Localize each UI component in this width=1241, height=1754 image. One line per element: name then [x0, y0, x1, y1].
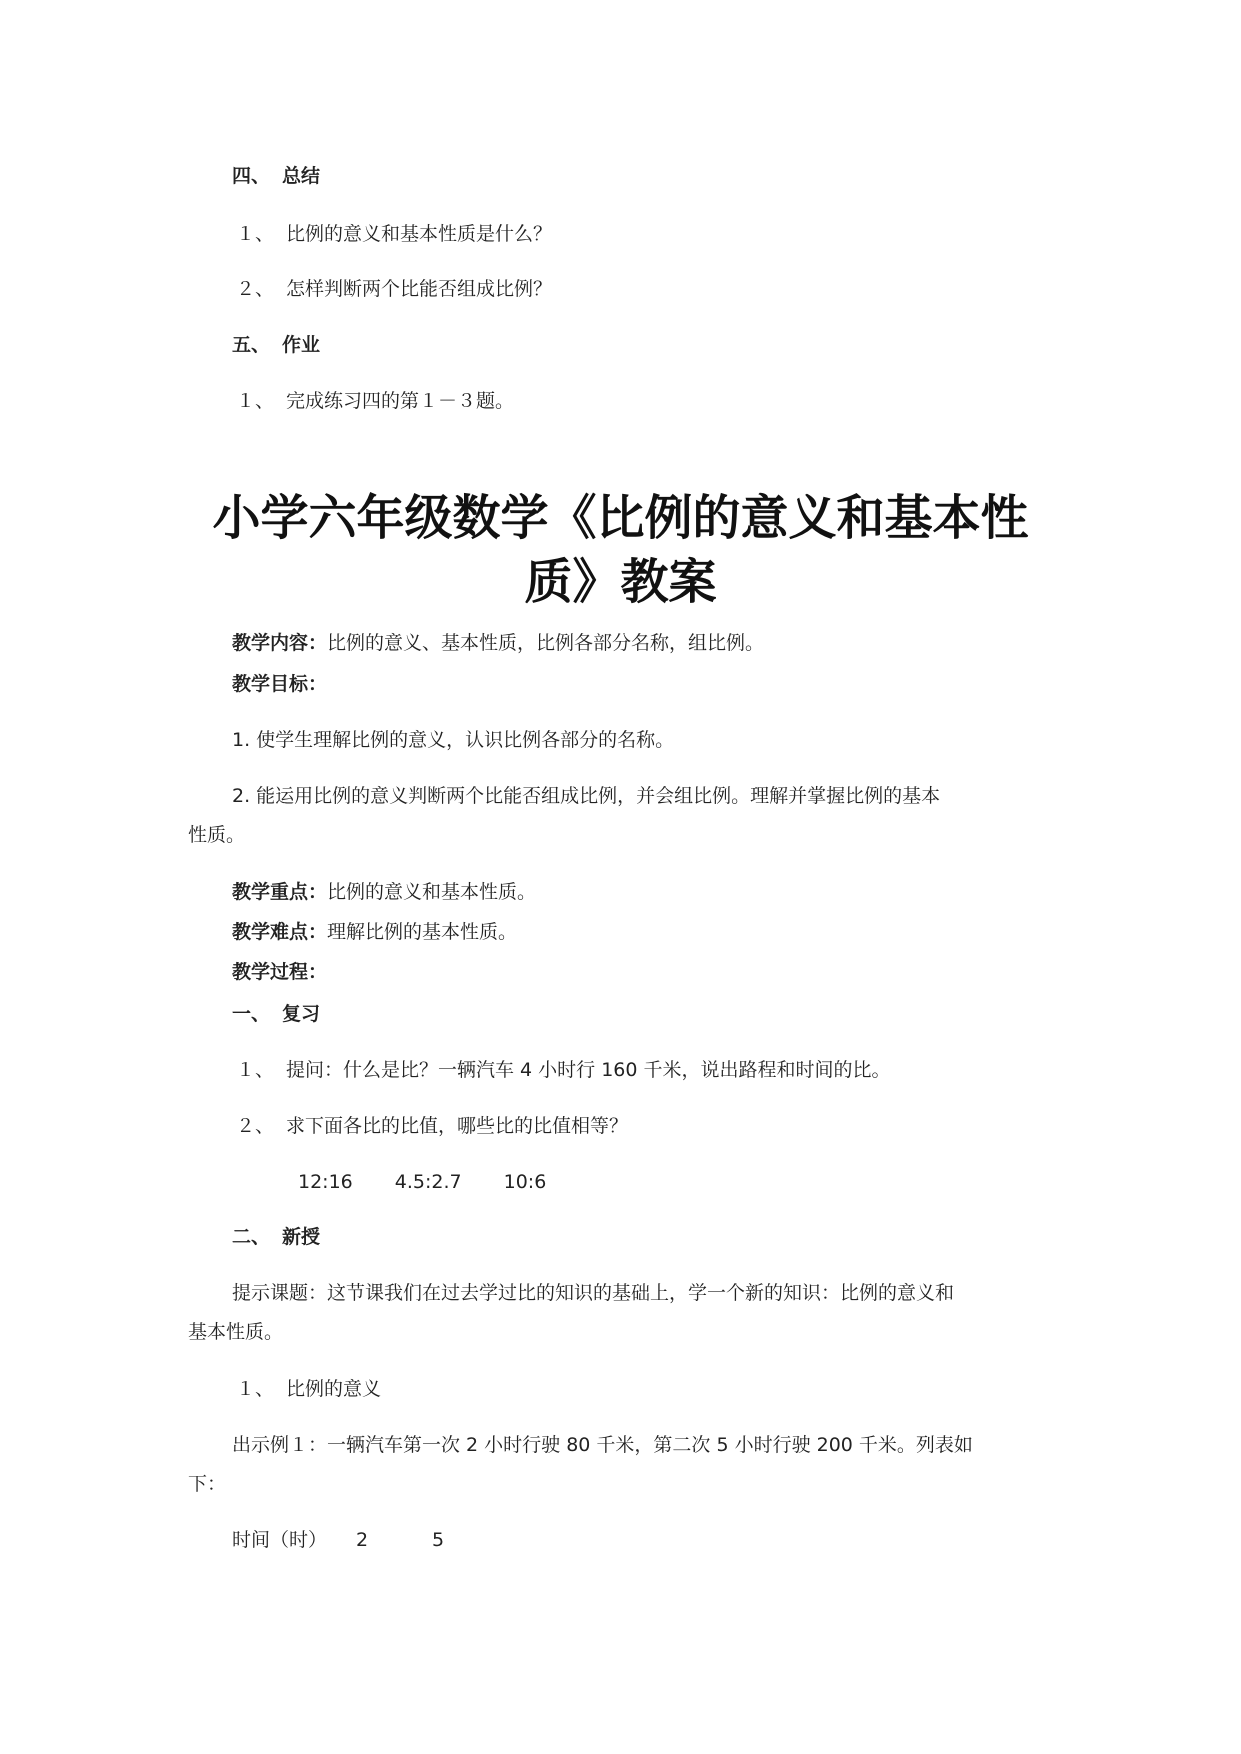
item-text: 完成练习四的第１－３题。: [286, 390, 515, 412]
list-item: [236, 277, 552, 301]
ratio-list: [298, 1170, 588, 1194]
teaching-goal-1: 1. 使学生理解比例的意义，认识比例各部分的名称。: [232, 729, 675, 751]
value: 比例的意义和基本性质。: [327, 881, 537, 903]
list-item: [236, 1377, 381, 1401]
section-label: 总结: [282, 165, 321, 187]
value: 比例的意义、基本性质，比例各部分名称，组比例。: [327, 632, 765, 654]
ratio-item: 10:6: [503, 1171, 547, 1193]
label: 教学内容：: [232, 632, 328, 654]
item-text: 比例的意义: [286, 1378, 382, 1400]
item-text: 怎样判断两个比能否组成比例？: [286, 278, 553, 300]
label: 教学重点：: [232, 881, 328, 903]
table-row: [232, 1528, 444, 1552]
item-number: １、: [236, 223, 275, 245]
teaching-goal-2: 2. 能运用比例的意义判断两个比能否组成比例，并会组比例。理解并掌握比例的基本: [232, 785, 941, 807]
table-value: 2: [356, 1529, 369, 1551]
section-heading-summary: [232, 164, 320, 188]
item-text: 比例的意义和基本性质是什么？: [286, 223, 553, 245]
value: 理解比例的基本性质。: [327, 921, 518, 943]
item-number: １、: [236, 1059, 275, 1081]
teaching-goal-label: 教学目标：: [232, 673, 328, 695]
section-heading-review: [232, 1002, 320, 1026]
section-heading-new-lesson: [232, 1225, 320, 1249]
list-item: [236, 389, 514, 413]
example-text-continued: 下：: [188, 1473, 227, 1495]
ratio-item: 4.5:2.7: [394, 1171, 462, 1193]
item-text: 求下面各比的比值，哪些比的比值相等？: [286, 1115, 629, 1137]
teaching-focus: [232, 880, 536, 904]
item-number: ２、: [236, 1115, 275, 1137]
table-value: 5: [432, 1529, 445, 1551]
section-number: 五、: [232, 334, 271, 356]
teaching-content: [232, 631, 764, 655]
section-label: 复习: [282, 1003, 321, 1025]
section-number: 二、: [232, 1226, 271, 1248]
section-number: 一、: [232, 1003, 271, 1025]
teaching-process-label: 教学过程：: [232, 961, 328, 983]
section-heading-homework: [232, 333, 320, 357]
section-label: 新授: [282, 1226, 321, 1248]
list-item: [236, 1114, 628, 1138]
list-item: [236, 1058, 891, 1082]
list-item: [236, 222, 552, 246]
section-label: 作业: [282, 334, 321, 356]
item-number: １、: [236, 1378, 275, 1400]
teaching-difficulty: [232, 920, 517, 944]
item-number: １、: [236, 390, 275, 412]
ratio-item: 12:16: [298, 1171, 353, 1193]
document-title: 小学六年级数学《比例的意义和基本性: [212, 490, 1029, 546]
lesson-intro: 提示课题：这节课我们在过去学过比的知识的基础上，学一个新的知识：比例的意义和: [232, 1282, 955, 1304]
example-text: 出示例１：一辆汽车第一次 2 小时行驶 80 千米，第二次 5 小时行驶 200 千米。列表如: [232, 1434, 973, 1456]
lesson-intro-continued: 基本性质。: [188, 1321, 284, 1343]
label: 教学难点：: [232, 921, 328, 943]
table-label: 时间（时）: [232, 1529, 328, 1551]
item-number: ２、: [236, 278, 275, 300]
teaching-goal-2-continued: 性质。: [188, 824, 246, 846]
document-title-continued: 质》教案: [524, 554, 717, 610]
item-text: 提问：什么是比？一辆汽车 4 小时行 160 千米，说出路程和时间的比。: [286, 1059, 891, 1081]
section-number: 四、: [232, 165, 271, 187]
